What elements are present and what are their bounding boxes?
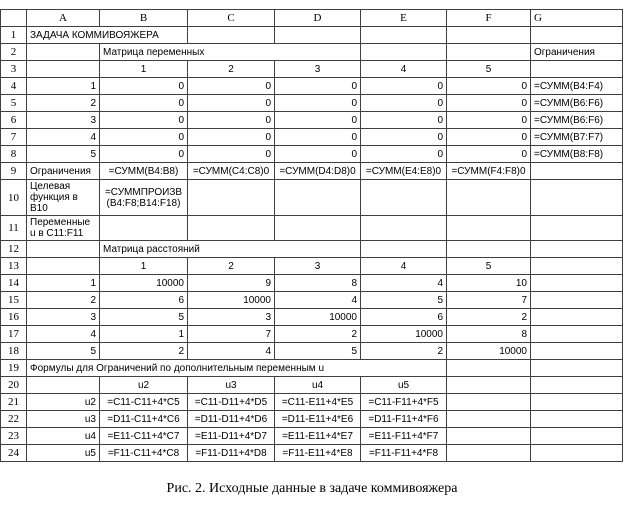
- cell-A2: [27, 44, 100, 61]
- cell-B22: =D11-C11+4*C6: [100, 411, 188, 428]
- cell-G12: [531, 241, 623, 258]
- cell-E5: 0: [361, 95, 447, 112]
- cell-F9: =СУММ(F4:F8)0: [447, 163, 531, 180]
- cell-F22: [447, 411, 531, 428]
- cell-A21: u2: [27, 394, 100, 411]
- cell-F3: 5: [447, 61, 531, 78]
- row-header-17: 17: [1, 326, 27, 343]
- cell-D7: 0: [275, 129, 361, 146]
- cell-A4: 1: [27, 78, 100, 95]
- cell-G14: [531, 275, 623, 292]
- row-header-9: 9: [1, 163, 27, 180]
- cell-D8: 0: [275, 146, 361, 163]
- cell-B7: 0: [100, 129, 188, 146]
- cell-E7: 0: [361, 129, 447, 146]
- cell-A11: Переменные u в C11:F11: [27, 216, 100, 241]
- col-header-D: D: [275, 10, 361, 27]
- col-header-A: A: [27, 10, 100, 27]
- cell-F2: [447, 44, 531, 61]
- cell-B14: 10000: [100, 275, 188, 292]
- cell-E18: 2: [361, 343, 447, 360]
- cell-D21: =C11-E11+4*E5: [275, 394, 361, 411]
- cell-E16: 6: [361, 309, 447, 326]
- cell-A16: 3: [27, 309, 100, 326]
- cell-A5: 2: [27, 95, 100, 112]
- cell-F7: 0: [447, 129, 531, 146]
- cell-A24: u5: [27, 445, 100, 462]
- cell-C14: 9: [188, 275, 275, 292]
- spreadsheet-table: [0, 9, 623, 462]
- cell-B8: 0: [100, 146, 188, 163]
- cell-E17: 10000: [361, 326, 447, 343]
- cell-C24: =F11-D11+4*D8: [188, 445, 275, 462]
- cell-E21: =C11-F11+4*F5: [361, 394, 447, 411]
- cell-B16: 5: [100, 309, 188, 326]
- cell-B23: =E11-C11+4*C7: [100, 428, 188, 445]
- cell-G2: Ограничения: [531, 44, 623, 61]
- cell-B15: 6: [100, 292, 188, 309]
- corner-cell: [1, 10, 27, 27]
- cell-C6: 0: [188, 112, 275, 129]
- row-header-10: 10: [1, 180, 27, 216]
- cell-F16: 2: [447, 309, 531, 326]
- cell-C18: 4: [188, 343, 275, 360]
- cell-C3: 2: [188, 61, 275, 78]
- cell-E10: [361, 180, 447, 216]
- cell-A3: [27, 61, 100, 78]
- cell-B21: =C11-C11+4*C5: [100, 394, 188, 411]
- cell-D11: [275, 216, 361, 241]
- cell-C13: 2: [188, 258, 275, 275]
- cell-B2: Матрица переменных: [100, 44, 361, 61]
- row-header-23: 23: [1, 428, 27, 445]
- cell-A17: 4: [27, 326, 100, 343]
- cell-G23: [531, 428, 623, 445]
- figure-caption: Рис. 2. Исходные данные в задаче коммивояжера: [166, 481, 458, 496]
- cell-G13: [531, 258, 623, 275]
- cell-A20: [27, 377, 100, 394]
- cell-G22: [531, 411, 623, 428]
- cell-E14: 4: [361, 275, 447, 292]
- cell-F1: [447, 27, 531, 44]
- cell-B18: 2: [100, 343, 188, 360]
- cell-D23: =E11-E11+4*E7: [275, 428, 361, 445]
- row-header-22: 22: [1, 411, 27, 428]
- cell-A9: Ограничения: [27, 163, 100, 180]
- cell-B6: 0: [100, 112, 188, 129]
- cell-G24: [531, 445, 623, 462]
- cell-G21: [531, 394, 623, 411]
- row-header-3: 3: [1, 61, 27, 78]
- row-header-1: 1: [1, 27, 27, 44]
- cell-B12: Матрица расстояний: [100, 241, 361, 258]
- cell-G15: [531, 292, 623, 309]
- row-header-7: 7: [1, 129, 27, 146]
- cell-B17: 1: [100, 326, 188, 343]
- cell-F10: [447, 180, 531, 216]
- cell-D6: 0: [275, 112, 361, 129]
- row-header-19: 19: [1, 360, 27, 377]
- cell-A1: ЗАДАЧА КОММИВОЯЖЕРА: [27, 27, 188, 44]
- cell-A10: Целевая функция в B10: [27, 180, 100, 216]
- cell-D16: 10000: [275, 309, 361, 326]
- cell-E2: [361, 44, 447, 61]
- cell-E20: u5: [361, 377, 447, 394]
- cell-G18: [531, 343, 623, 360]
- cell-E13: 4: [361, 258, 447, 275]
- cell-E23: =E11-F11+4*F7: [361, 428, 447, 445]
- cell-C15: 10000: [188, 292, 275, 309]
- cell-G5: =СУММ(B6:F6): [531, 95, 623, 112]
- cell-D10: [275, 180, 361, 216]
- cell-D17: 2: [275, 326, 361, 343]
- col-header-C: C: [188, 10, 275, 27]
- cell-E8: 0: [361, 146, 447, 163]
- cell-D9: =СУММ(D4:D8)0: [275, 163, 361, 180]
- row-header-21: 21: [1, 394, 27, 411]
- cell-C16: 3: [188, 309, 275, 326]
- cell-A6: 3: [27, 112, 100, 129]
- row-header-2: 2: [1, 44, 27, 61]
- cell-A19: Формулы для Ограничений по дополнительным переменным u: [27, 360, 447, 377]
- cell-C5: 0: [188, 95, 275, 112]
- col-header-F: F: [447, 10, 531, 27]
- cell-C17: 7: [188, 326, 275, 343]
- cell-E24: =F11-F11+4*F8: [361, 445, 447, 462]
- cell-F14: 10: [447, 275, 531, 292]
- cell-D1: [275, 27, 361, 44]
- cell-C9: =СУММ(C4:C8)0: [188, 163, 275, 180]
- cell-D15: 4: [275, 292, 361, 309]
- cell-G11: [531, 216, 623, 241]
- cell-C4: 0: [188, 78, 275, 95]
- cell-C1: [188, 27, 275, 44]
- cell-G19: [531, 360, 623, 377]
- cell-F11: [447, 216, 531, 241]
- cell-G3: [531, 61, 623, 78]
- cell-D14: 8: [275, 275, 361, 292]
- cell-C23: =E11-D11+4*D7: [188, 428, 275, 445]
- col-header-G: G: [531, 10, 623, 27]
- row-header-15: 15: [1, 292, 27, 309]
- cell-A18: 5: [27, 343, 100, 360]
- cell-A13: [27, 258, 100, 275]
- cell-C10: [188, 180, 275, 216]
- cell-E3: 4: [361, 61, 447, 78]
- cell-G7: =СУММ(B7:F7): [531, 129, 623, 146]
- cell-G1: [531, 27, 623, 44]
- row-header-6: 6: [1, 112, 27, 129]
- cell-C11: [188, 216, 275, 241]
- cell-F12: [447, 241, 531, 258]
- cell-F19: [447, 360, 531, 377]
- cell-G9: [531, 163, 623, 180]
- cell-E12: [361, 241, 447, 258]
- cell-B9: =СУММ(B4:B8): [100, 163, 188, 180]
- cell-E6: 0: [361, 112, 447, 129]
- cell-E15: 5: [361, 292, 447, 309]
- row-header-5: 5: [1, 95, 27, 112]
- cell-A14: 1: [27, 275, 100, 292]
- cell-D5: 0: [275, 95, 361, 112]
- cell-D22: =D11-E11+4*E6: [275, 411, 361, 428]
- cell-C20: u3: [188, 377, 275, 394]
- row-header-16: 16: [1, 309, 27, 326]
- cell-G8: =СУММ(B8:F8): [531, 146, 623, 163]
- cell-F8: 0: [447, 146, 531, 163]
- cell-E22: =D11-F11+4*F6: [361, 411, 447, 428]
- cell-A15: 2: [27, 292, 100, 309]
- cell-E11: [361, 216, 447, 241]
- cell-G10: [531, 180, 623, 216]
- row-header-18: 18: [1, 343, 27, 360]
- cell-G20: [531, 377, 623, 394]
- cell-D13: 3: [275, 258, 361, 275]
- cell-D20: u4: [275, 377, 361, 394]
- row-header-24: 24: [1, 445, 27, 462]
- cell-D18: 5: [275, 343, 361, 360]
- cell-B4: 0: [100, 78, 188, 95]
- cell-G4: =СУММ(B4:F4): [531, 78, 623, 95]
- row-header-14: 14: [1, 275, 27, 292]
- row-header-11: 11: [1, 216, 27, 241]
- cell-F17: 8: [447, 326, 531, 343]
- row-header-12: 12: [1, 241, 27, 258]
- cell-A22: u3: [27, 411, 100, 428]
- cell-B20: u2: [100, 377, 188, 394]
- cell-G16: [531, 309, 623, 326]
- cell-F23: [447, 428, 531, 445]
- cell-B5: 0: [100, 95, 188, 112]
- col-header-E: E: [361, 10, 447, 27]
- cell-F21: [447, 394, 531, 411]
- row-header-4: 4: [1, 78, 27, 95]
- cell-B3: 1: [100, 61, 188, 78]
- cell-F15: 7: [447, 292, 531, 309]
- cell-F20: [447, 377, 531, 394]
- cell-E4: 0: [361, 78, 447, 95]
- cell-G17: [531, 326, 623, 343]
- cell-A12: [27, 241, 100, 258]
- cell-B24: =F11-C11+4*C8: [100, 445, 188, 462]
- row-header-8: 8: [1, 146, 27, 163]
- row-header-20: 20: [1, 377, 27, 394]
- cell-A23: u4: [27, 428, 100, 445]
- cell-C8: 0: [188, 146, 275, 163]
- cell-C21: =C11-D11+4*D5: [188, 394, 275, 411]
- cell-F18: 10000: [447, 343, 531, 360]
- cell-F5: 0: [447, 95, 531, 112]
- cell-F13: 5: [447, 258, 531, 275]
- cell-E1: [361, 27, 447, 44]
- cell-A8: 5: [27, 146, 100, 163]
- cell-D4: 0: [275, 78, 361, 95]
- cell-E9: =СУММ(E4:E8)0: [361, 163, 447, 180]
- cell-B13: 1: [100, 258, 188, 275]
- col-header-B: B: [100, 10, 188, 27]
- cell-B11: [100, 216, 188, 241]
- cell-G6: =СУММ(B6:F6): [531, 112, 623, 129]
- cell-D24: =F11-E11+4*E8: [275, 445, 361, 462]
- cell-F24: [447, 445, 531, 462]
- row-header-13: 13: [1, 258, 27, 275]
- cell-F4: 0: [447, 78, 531, 95]
- cell-C7: 0: [188, 129, 275, 146]
- cell-F6: 0: [447, 112, 531, 129]
- cell-D3: 3: [275, 61, 361, 78]
- cell-B10: =СУММПРОИЗВ (B4:F8;B14:F18): [100, 180, 188, 216]
- cell-C22: =D11-D11+4*D6: [188, 411, 275, 428]
- cell-A7: 4: [27, 129, 100, 146]
